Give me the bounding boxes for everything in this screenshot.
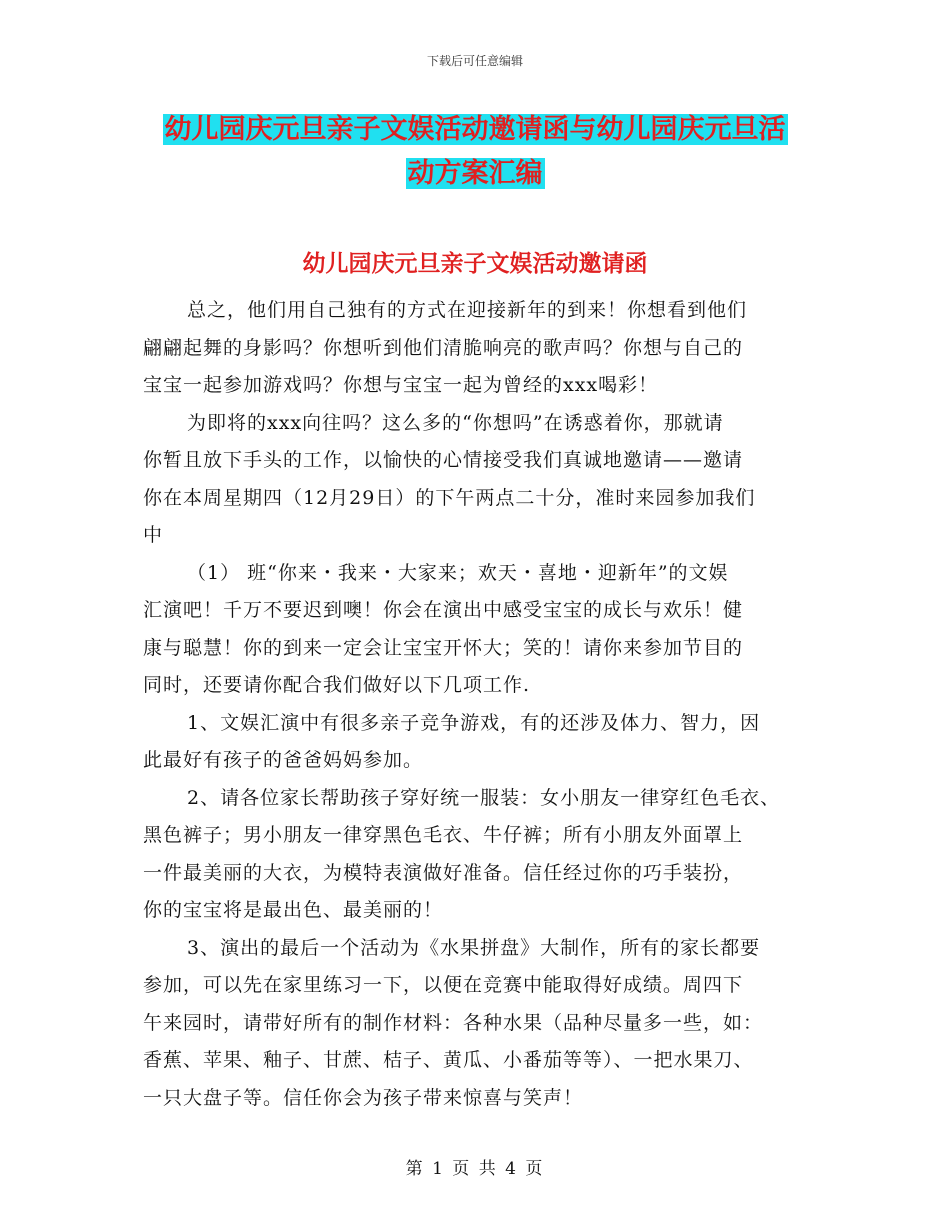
paragraph-line: 参加，可以先在家里练习一下，以便在竞赛中能取得好成绩。周四下	[143, 974, 744, 996]
paragraph-line: 午来园时，请带好所有的制作材料：各种水果（品种尽量多一些，如：	[143, 1011, 764, 1034]
title-line-1-text: 幼儿园庆元旦亲子文娱活动邀请函与幼儿园庆元旦活	[164, 114, 786, 145]
paragraph-line: 此最好有孩子的爸爸妈妈参加。	[143, 749, 424, 771]
header-note: 下载后可任意编辑	[426, 54, 523, 68]
paragraph-line: 2、请各位家长帮助孩子穿好统一服装：女小朋友一律穿红色毛衣、	[187, 786, 781, 809]
paragraph-line: （1） 班“你来・我来・大家来；欢天・喜地・迎新年”的文娱	[187, 561, 729, 584]
paragraph-line: 1、文娱汇演中有很多亲子竞争游戏，有的还涉及体力、智力，因	[187, 711, 761, 734]
title-line-2-text: 动方案汇编	[407, 158, 543, 189]
paragraph-line: 总之，他们用自己独有的方式在迎接新年的到来！你想看到他们	[187, 299, 748, 321]
paragraph-line: 你的宝宝将是最出色、最美丽的！	[143, 899, 444, 921]
paragraph	[143, 705, 823, 780]
paragraph-line: 康与聪慧！你的到来一定会让宝宝开怀大；笑的！请你来参加节目的	[143, 636, 744, 659]
paragraph-line: 宝宝一起参加游戏吗？你想与宝宝一起为曾经的xxx喝彩！	[143, 374, 659, 396]
paragraph-line: 一只大盘子等。信任你会为孩子带来惊喜与笑声！	[143, 1086, 584, 1109]
paragraph-line: 翩翩起舞的身影吗？你想听到他们清脆响亮的歌声吗？你想与自己的	[143, 336, 744, 359]
page-footer: 第 1 页 共 4 页	[405, 1159, 545, 1179]
paragraph-line: 中	[143, 524, 164, 546]
paragraph	[143, 780, 823, 930]
document-title-line-1	[0, 112, 950, 148]
paragraph-line: 3、演出的最后一个活动为《水果拼盘》大制作，所有的家长都要	[187, 936, 761, 959]
paragraph	[143, 292, 823, 405]
paragraph-line: 黑色裤子；男小朋友一律穿黑色毛衣、牛仔裤；所有小朋友外面罩上	[143, 824, 744, 846]
paragraph	[143, 405, 823, 555]
document-title-line-2	[0, 156, 950, 192]
paragraph-line: 香蕉、苹果、釉子、甘蔗、桔子、黄瓜、小番茄等等）、一把水果刀、	[143, 1049, 754, 1071]
body-text	[143, 292, 823, 1117]
paragraph	[143, 555, 823, 705]
paragraph-line: 你在本周星期四（12月29日）的下午两点二十分，准时来园参加我们	[143, 486, 756, 509]
section-heading: 幼儿园庆元旦亲子文娱活动邀请函	[302, 251, 648, 277]
paragraph-line: 同时，还要请你配合我们做好以下几项工作.	[143, 674, 531, 696]
paragraph-line: 汇演吧！千万不要迟到噢！你会在演出中感受宝宝的成长与欢乐！健	[143, 599, 744, 621]
paragraph-line: 为即将的xxx向往吗？这么多的“你想吗”在诱惑着你，那就请	[187, 411, 724, 434]
paragraph-line: 你暂且放下手头的工作，以愉快的心情接受我们真诚地邀请——邀请	[143, 449, 744, 471]
paragraph-line: 一件最美丽的大衣，为模特表演做好准备。信任经过你的巧手装扮，	[143, 861, 744, 884]
paragraph	[143, 930, 823, 1118]
